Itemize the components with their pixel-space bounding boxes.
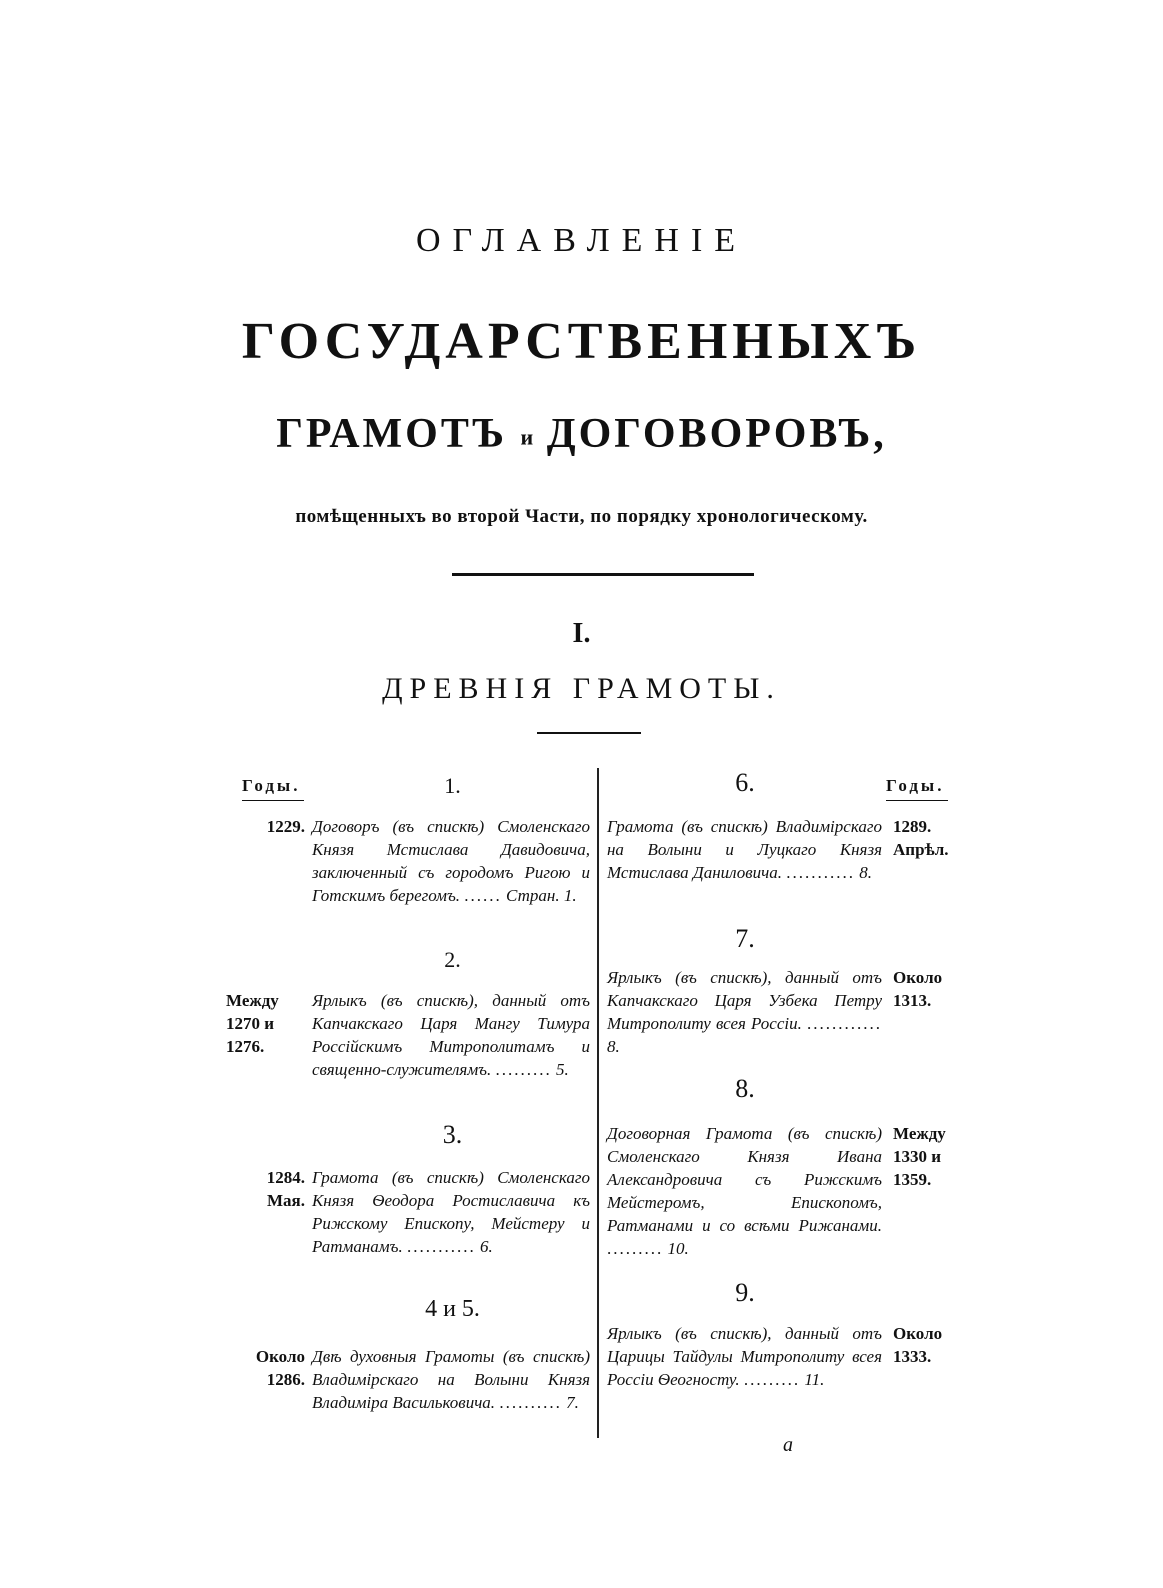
entry-number: 2. — [444, 947, 461, 972]
entry-number: 6. — [735, 768, 755, 797]
entry-description: Договоръ (въ спискѣ) Смоленскаго Князя Мстислава Давидовича, заключенный съ городомъ Ригою и Готскимъ берегомъ. — [312, 817, 590, 905]
entry-number: 3. — [442, 1120, 463, 1149]
entry-leader: ...... — [464, 886, 502, 905]
entry-description: Грамота (въ спискѣ) Смоленскаго Князя Ѳеодора Ростиславича къ Рижскому Епископу, Мейстеру и Ратманамъ. — [312, 1168, 590, 1256]
entry-year: Между 1270 и 1276. — [226, 991, 279, 1056]
entry-year: 1229. — [266, 817, 305, 836]
entry-page: Стран. 1. — [506, 886, 577, 905]
years-label-left: Годы. — [242, 776, 301, 795]
entry-leader: ......... — [495, 1060, 552, 1079]
entry-year: Около 1313. — [893, 968, 943, 1010]
entry-text — [312, 815, 590, 907]
entry-text — [607, 815, 882, 884]
entry-year: 1284. Мая. — [266, 1168, 305, 1210]
entry-number: 8. — [735, 1074, 755, 1103]
section-title: ДРЕВНІЯ ГРАМОТЫ. — [382, 672, 781, 705]
entry-leader: ......... — [743, 1370, 801, 1389]
entry-number: 9. — [735, 1278, 755, 1307]
entry-leader: ............ — [807, 1014, 882, 1033]
title-line-3-a: ГРАМОТЪ — [276, 411, 507, 457]
years-label-right: Годы. — [886, 776, 945, 795]
section-rule — [537, 732, 641, 734]
entry-page: 6. — [479, 1237, 493, 1256]
entry-number: 7. — [735, 924, 755, 953]
entry-page: 11. — [804, 1370, 825, 1389]
title-line-3-b: ДОГОВОРОВЪ, — [546, 411, 887, 457]
title-line-3 — [0, 410, 1163, 458]
entry-leader: .......... — [499, 1393, 562, 1412]
entry-description: Ярлыкъ (въ спискѣ), данный отъ Капчакскаго Царя Узбека Петру Митрополиту всея Россіи. — [607, 968, 882, 1033]
entry-year: Около 1333. — [893, 1324, 943, 1366]
entry-leader: ........... — [786, 863, 856, 882]
entry-year: 1289. Апрѣл. — [893, 817, 949, 859]
subtitle: помѣщенныхъ во второй Части, по порядку хронологическому. — [295, 506, 868, 527]
title-line-2: ГОСУДАРСТВЕННЫХЪ — [241, 313, 922, 370]
entry-leader: ........... — [406, 1237, 476, 1256]
entry-page: 7. — [566, 1393, 579, 1412]
column-divider — [597, 768, 599, 1438]
entry-leader: ......... — [607, 1239, 664, 1258]
entry-text — [607, 1122, 882, 1260]
entry-description: Ярлыкъ (въ спискѣ), данный отъ Капчакскаго Царя Мангу Тимура Россійскимъ Митрополитамъ и священно-служителямъ. — [312, 991, 590, 1079]
entry-year: Около 1286. — [255, 1347, 305, 1389]
entry-page: 10. — [667, 1239, 689, 1258]
entry-text — [312, 1345, 590, 1414]
entry-description: Грамота (въ спискѣ) Владимірскаго на Волыни и Луцкаго Князя Мстислава Даниловича. — [607, 817, 882, 882]
entry-text — [607, 1322, 882, 1391]
divider-rule — [452, 573, 754, 576]
entry-text — [607, 966, 882, 1058]
title-line-3-and: и — [520, 424, 534, 450]
entry-description: Ярлыкъ (въ спискѣ), данный отъ Царицы Тайдулы Митрополиту всея Россіи Ѳеогносту. — [607, 1324, 882, 1389]
entry-page: 5. — [556, 1060, 569, 1079]
title-line-1: ОГЛАВЛЕНІЕ — [415, 222, 748, 259]
entry-number: 1. — [444, 773, 461, 798]
entry-page: 8. — [859, 863, 873, 882]
entry-text — [312, 989, 590, 1081]
entry-number: 4 и 5. — [425, 1296, 480, 1322]
entry-page: 8. — [607, 1037, 620, 1056]
section-number: I. — [572, 618, 591, 649]
entry-year: Между 1330 и 1359. — [893, 1124, 946, 1189]
years-rule-right — [886, 800, 948, 801]
entry-description: Двѣ духовныя Грамоты (въ спискѣ) Владимірскаго на Волыни Князя Владиміра Васильковича. — [312, 1347, 590, 1412]
entry-text — [312, 1166, 590, 1258]
signature-mark: a — [783, 1434, 793, 1456]
years-rule-left — [242, 800, 304, 801]
entry-description: Договорная Грамота (въ спискѣ) Смоленскаго Князя Ивана Александровича съ Рижскимъ Мейстеромъ, Епископомъ, Ратманами и со всѣми Рижанами. — [607, 1124, 882, 1235]
